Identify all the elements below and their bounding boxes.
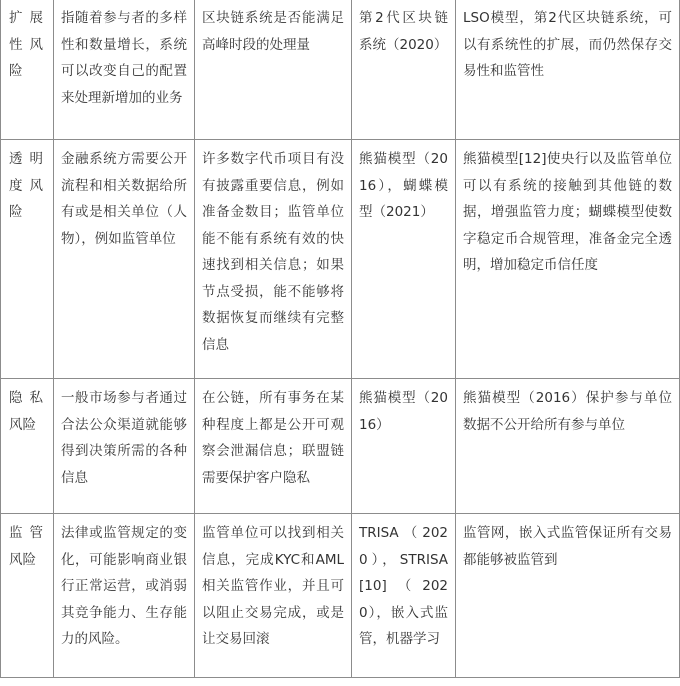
issue-cell (195, 0, 352, 140)
description-text: 法律或监管规定的变化，可能影响商业银行正常运营，或消弱其竞争能力、生存能力的风险。 (61, 525, 187, 647)
model-cell (352, 379, 456, 514)
solution-text: 监管网，嵌入式监管保证所有交易都能够被监管到 (463, 525, 672, 568)
description-text: 金融系统方需要公开流程和相关数据给所有或是相关单位（人物），例如监管单位 (61, 151, 187, 247)
model-cell (352, 0, 456, 140)
solution-cell (456, 379, 680, 514)
risk-label: 监管风险 (9, 525, 43, 568)
issue-cell (195, 514, 352, 678)
solution-cell (456, 0, 680, 140)
model-cell (352, 140, 456, 379)
risk-label: 透明度风险 (9, 151, 43, 220)
description-text: 指随着参与者的多样性和数量增长，系统可以改变自己的配置来处理新增加的业务 (61, 10, 187, 106)
risk-cell (1, 379, 54, 514)
risk-label: 扩展性风险 (9, 10, 43, 79)
description-cell (54, 514, 195, 678)
description-cell (54, 140, 195, 379)
model-text: 第2代区块链系统（2020） (359, 10, 448, 53)
solution-cell (456, 140, 680, 379)
issue-text: 许多数字代币项目有没有披露重要信息，例如准备金数目；监管单位能不能有系统有效的快速找到相关信息；如果节点受损，能不能够将数据恢复而继续有完整信息 (202, 151, 344, 353)
description-cell (54, 379, 195, 514)
solution-cell (456, 514, 680, 678)
table-row (1, 379, 680, 514)
solution-text: 熊猫模型（2016）保护参与单位数据不公开给所有参与单位 (463, 390, 672, 433)
issue-text: 监管单位可以找到相关信息，完成KYC和AML相关监管作业，并且可以阻止交易完成，或是让交易回滚 (202, 525, 344, 647)
model-text: TRISA（2020），STRISA[10]（2020），嵌入式监管，机器学习 (359, 525, 448, 647)
table-row (1, 0, 680, 140)
model-text: 熊猫模型（2016） (359, 390, 448, 433)
issue-text: 在公链，所有事务在某种程度上都是公开可观察会泄漏信息；联盟链需要保护客户隐私 (202, 390, 344, 486)
risk-cell (1, 140, 54, 379)
risk-cell (1, 0, 54, 140)
description-text: 一般市场参与者通过合法公众渠道就能够得到决策所需的各种信息 (61, 390, 187, 486)
model-text: 熊猫模型（2016），蝴蝶模型（2021） (359, 151, 448, 220)
risk-cell (1, 514, 54, 678)
issue-text: 区块链系统是否能满足高峰时段的处理量 (202, 10, 344, 53)
description-cell (54, 0, 195, 140)
solution-text: 熊猫模型[12]使央行以及监管单位可以有系统的接触到其他链的数据，增强监管力度；蝴蝶模型使数字稳定币合规管理，准备金完全透明，增加稳定币信任度 (463, 151, 672, 273)
table-row (1, 140, 680, 379)
issue-cell (195, 379, 352, 514)
risk-label: 隐私风险 (9, 390, 43, 433)
solution-text: LSO模型，第2代区块链系统，可以有系统性的扩展，而仍然保存交易性和监管性 (463, 10, 672, 79)
table-row (1, 514, 680, 678)
model-cell (352, 514, 456, 678)
issue-cell (195, 140, 352, 379)
